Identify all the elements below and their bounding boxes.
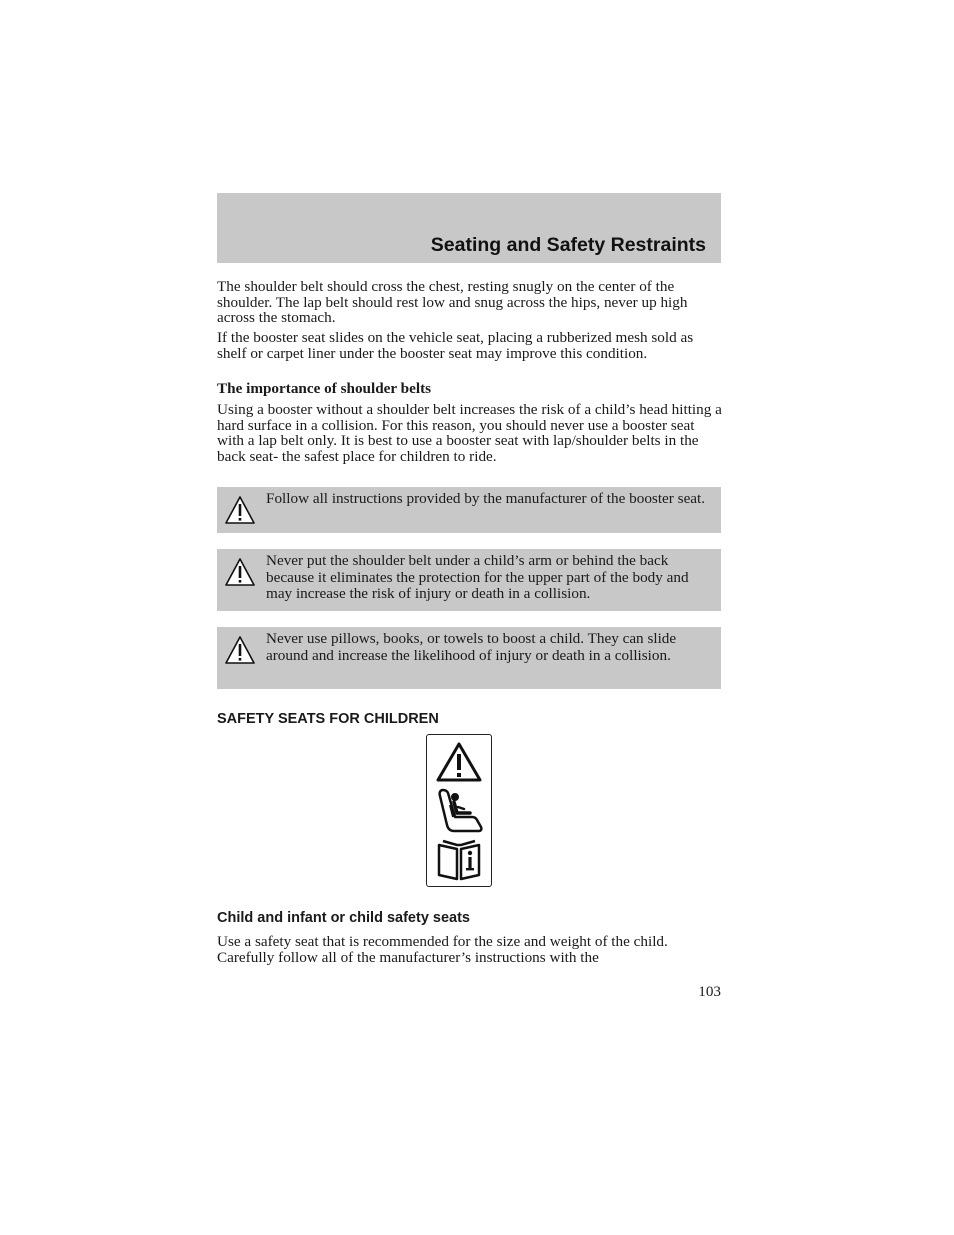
warning-text: Follow all instructions provided by the manufacturer of the booster seat. — [266, 490, 706, 507]
section-title-safety-seats: SAFETY SEATS FOR CHILDREN — [217, 711, 439, 727]
paragraph-booster-risk: Using a booster without a shoulder belt increases the risk of a child’s head hitting a hard surface in a collision. For this reason, you should never use a booster seat with a lap belt only. It is best to use a booster seat with lap/shoulder belts in the back seat- the safest place for children to ride. — [217, 401, 722, 465]
subheading-child-infant-seats: Child and infant or child safety seats — [217, 910, 470, 926]
warning-box-1 — [217, 487, 721, 533]
warning-text: Never put the shoulder belt under a child’s arm or behind the back because it eliminates the protection for the upper part of the body and may increase the risk of injury or death in a collision. — [266, 552, 689, 602]
warning-box-2 — [217, 549, 721, 611]
page-title: Seating and Safety Restraints — [430, 234, 706, 256]
warning-box-3 — [217, 627, 721, 689]
warning-triangle-icon — [224, 635, 256, 665]
paragraph-booster-slide: If the booster seat slides on the vehicle seat, placing a rubberized mesh sold as shelf or carpet liner under the booster seat may improve this condition. — [217, 329, 694, 362]
heading-shoulder-belts: The importance of shoulder belts — [217, 380, 432, 397]
warning-text: Never use pillows, books, or towels to boost a child. They can slide around and increase the likelihood of injury or death in a collision. — [266, 630, 677, 664]
manual-info-icon — [435, 839, 483, 881]
paragraph-shoulder-belt-position: The shoulder belt should cross the chest, resting snugly on the center of the shoulder. The lap belt should rest low and snug across the hips, never up high across the stomach. — [217, 278, 688, 326]
warning-triangle-icon — [224, 557, 256, 587]
warning-triangle-icon — [224, 495, 256, 525]
warning-triangle-icon — [435, 741, 483, 783]
symbol-panel — [426, 734, 492, 887]
page-number: 103 — [698, 983, 721, 1000]
child-seat-icon — [437, 787, 483, 835]
section-header-bar — [217, 193, 721, 263]
paragraph-use-safety-seat: Use a safety seat that is recommended for the size and weight of the child. Carefully follow all of the manufacturer’s instructions with the — [217, 933, 668, 966]
